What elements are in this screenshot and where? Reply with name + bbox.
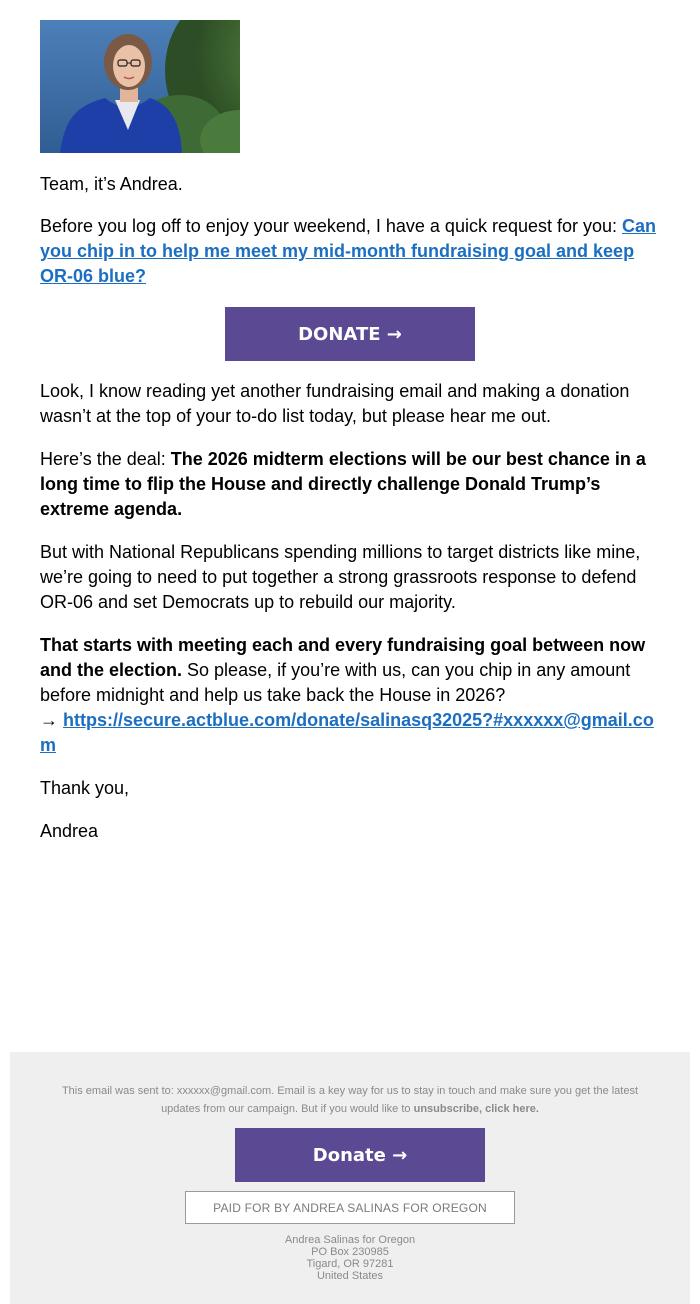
address-org: Andrea Salinas for Oregon <box>284 1234 416 1246</box>
address-po-box: PO Box 230985 <box>311 1246 389 1258</box>
unsubscribe-link[interactable]: unsubscribe, click here. <box>413 1103 539 1115</box>
actblue-donate-link[interactable]: https://secure.actblue.com/donate/salinasq32025?#xxxxxx@gmail.com <box>40 710 654 755</box>
national-paragraph: But with National Republicans spending millions to target districts like mine, we’re going to need to put together a strong grassroots response to defend OR-06 and set Democrats up to rebuild our majority. <box>40 542 641 612</box>
address-city: Tigard, OR 97281 <box>306 1258 394 1270</box>
donate-button[interactable]: DONATE → <box>225 307 475 361</box>
chip-in-link[interactable]: Can you chip in to help me meet my mid-month fundraising goal and keep OR-06 blue? <box>40 216 657 286</box>
deal-lead: Here’s the deal: <box>40 449 171 469</box>
paid-for-disclaimer: PAID FOR BY ANDREA SALINAS FOR OREGON <box>185 1191 515 1224</box>
email-footer <box>10 1052 690 1304</box>
intro-text: Before you log off to enjoy your weekend, I have a quick request for you: <box>40 216 623 236</box>
thanks-text: Thank you, <box>40 778 130 798</box>
address-country: United States <box>316 1270 384 1282</box>
goal-bold: That starts with meeting each and every fundraising goal between now and the election. <box>40 635 646 680</box>
recipient-email: xxxxxx@gmail.com <box>176 1085 272 1097</box>
signature: Andrea <box>40 821 99 841</box>
deal-bold: The 2026 midterm elections will be our best chance in a long time to flip the House and directly challenge Donald Trump’s extreme agenda. <box>40 449 646 519</box>
intro-paragraph <box>40 214 660 289</box>
mailing-address <box>10 1234 690 1282</box>
candidate-photo <box>40 20 240 153</box>
deal-paragraph <box>40 447 660 522</box>
footer-notice <box>50 1082 650 1118</box>
arrow-icon: → <box>40 710 64 730</box>
notice-prefix: This email was sent to: <box>61 1085 177 1097</box>
goal-paragraph <box>40 633 660 758</box>
look-paragraph: Look, I know reading yet another fundraising email and making a donation wasn’t at the top of your to-do list today, but please hear me out. <box>40 381 630 426</box>
greeting: Team, it’s Andrea. <box>40 174 183 194</box>
notice-middle: . Email is a key way for us to stay in touch and make sure you get the latest updates from our campaign. But if you would like to <box>161 1085 639 1115</box>
goal-rest: So please, if you’re with us, can you chip in any amount before midnight and help us take back the House in 2026? <box>40 660 631 705</box>
footer-donate-button[interactable]: Donate → <box>235 1128 485 1182</box>
